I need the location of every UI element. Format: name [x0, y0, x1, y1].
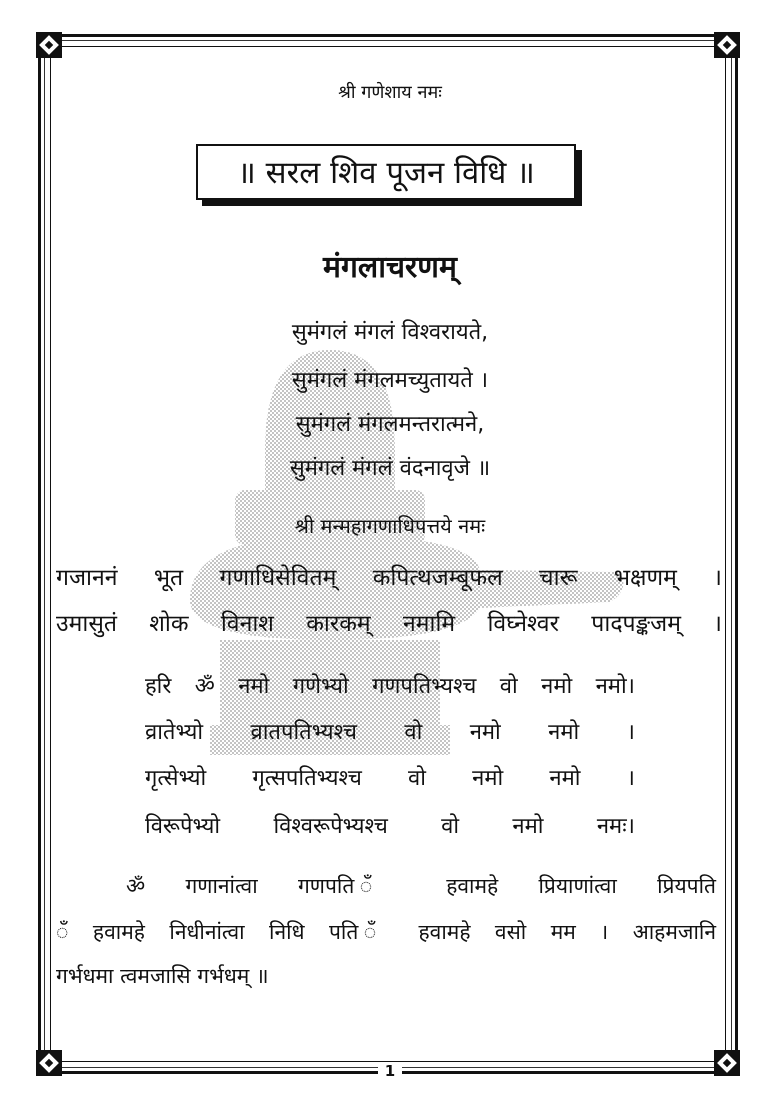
corner-ornament-icon: [714, 1050, 740, 1076]
paragraph-line: गर्भधमा त्वमजासि गर्भधम् ॥: [56, 964, 269, 988]
paragraph-line: ँ हवामहे निधीनांत्वा निधि पति ँ हवामहे वसो मम । आहमजानि: [56, 920, 716, 944]
verse-line: सुमंगलं मंगलमन्तरात्मने,: [295, 412, 485, 437]
mantra-line: गृत्सेभ्यो गृत्सपतिभ्यश्च वो नमो नमो ।: [145, 766, 635, 791]
corner-ornament-icon: [714, 32, 740, 58]
verse-line: सुमंगलं मंगलं वंदनावृजे ॥: [289, 456, 491, 481]
ganesha-shloka-line: गजाननं भूत गणाधिसेवितम् कपित्थजम्बूफल चारू भक्षणम् ।: [56, 565, 722, 591]
mantra-line: व्रातेभ्यो व्रातपतिभ्यश्च वो नमो नमो ।: [145, 720, 635, 745]
section-heading: मंगलाचरणम्: [323, 250, 457, 285]
corner-ornament-icon: [36, 1050, 62, 1076]
verse-line: सुमंगलं मंगलमच्युतायते ।: [291, 368, 489, 393]
corner-ornament-icon: [36, 32, 62, 58]
mantra-line: विरूपेभ्यो विश्वरूपेभ्यश्च वो नमो नमः।: [145, 814, 635, 839]
invocation-line: श्री गणेशाय नमः: [338, 82, 442, 103]
page-title: [196, 144, 576, 200]
page-title-text: ॥ सरल शिव पूजन विधि ॥: [237, 155, 535, 191]
page-number: 1: [378, 1062, 402, 1080]
shri-line: श्री मन्महागणाधिपत्तये नमः: [294, 514, 486, 538]
paragraph-line: ॐ गणानांत्वा गणपति ँ हवामहे प्रियाणांत्वा प्रियपति: [126, 874, 716, 898]
ganesha-shloka-line: उमासुतं शोक विनाश कारकम् नमामि विघ्नेश्वर पादपङ्कजम् ।: [56, 611, 722, 637]
verse-line: सुमंगलं मंगलं विश्वरायते,: [291, 320, 489, 345]
mantra-line: हरि ॐ नमो गणेभ्यो गणपतिभ्यश्च वो नमो नमो।: [145, 674, 635, 699]
